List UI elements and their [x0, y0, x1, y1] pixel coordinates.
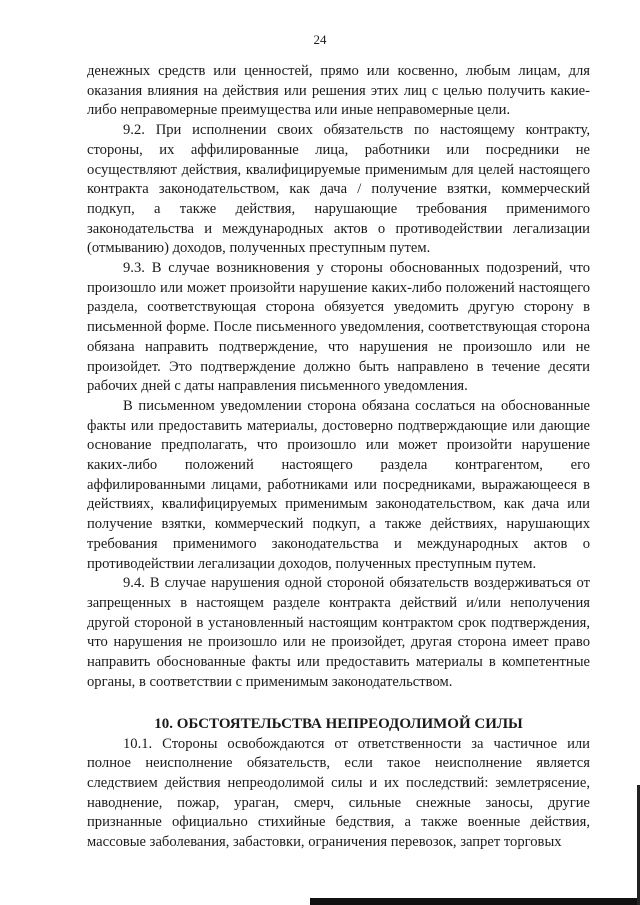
- paragraph-9-4: 9.4. В случае нарушения одной стороной обязательств воздерживаться от запрещенных в настоящем разделе контракта действий и/или неполучения другой стороной в установленный настоящим контрактом срок подтверждения, что нарушения не произошло или не произойдет, другая сторона имеет право направить обоснованные факты или предоставить материалы в компетентные органы, в соответствии с применимым законодательством.: [87, 575, 590, 690]
- page-number: 24: [313, 32, 327, 47]
- document-body: [87, 62, 590, 853]
- paragraph-9-2: 9.2. При исполнении своих обязательств по настоящему контракту, стороны, их аффилированные лица, работники или посредники не осуществляют действия, квалифицируемые применимым для целей настоящего контракта законодательством, как дача / получение взятки, коммерческий подкуп, а также действия, нарушающие требования применимого законодательства и международных актов о противодействии легализации (отмыванию) доходов, полученных преступным путем.: [87, 122, 590, 257]
- paragraph-9-1-continuation: денежных средств или ценностей, прямо или косвенно, любым лицам, для оказания влияния на действия или решения этих лиц с целью получить какие-либо неправомерные преимущества или иные неправомерные цели.: [87, 63, 590, 119]
- paragraph-9-3-notice: В письменном уведомлении сторона обязана сослаться на обоснованные факты или предоставить материалы, достоверно подтверждающие или дающие основание предполагать, что произошло или может произойти нарушение каких-либо положений настоящего раздела контрагентом, его аффилированными лицами, работниками или посредниками, выражающееся в действиях, квалифицируемых применимым законодательством, как дача или получение взятки, коммерческий подкуп, а также действиях, нарушающих требования применимого законодательства и международных актов о противодействии легализации доходов, полученных преступным путем.: [87, 397, 590, 572]
- scan-edge-shadow: [310, 898, 640, 905]
- paragraph-9-3: 9.3. В случае возникновения у стороны обоснованных подозрений, что произошло или может произойти нарушение каких-либо положений настоящего раздела, соответствующая сторона обязуется уведомить другую сторону в письменной форме. После письменного уведомления, соответствующая сторона обязана направить подтверждение, что нарушения не произошло или не произойдет. Это подтверждение должно быть направлено в течение десяти рабочих дней с даты направления письменного уведомления.: [87, 260, 590, 395]
- paragraph-10-1: 10.1. Стороны освобождаются от ответственности за частичное или полное неисполнение обязательств, если такое неисполнение является следствием действия непреодолимой силы и их последствий: землетрясение, наводнение, пожар, ураган, смерч, сильные снежные заносы, другие признанные официально стихийные бедствия, а также военные действия, массовые заболевания, забастовки, ограничения перевозок, запрет торговых: [87, 735, 590, 851]
- section-10-heading: 10. ОБСТОЯТЕЛЬСТВА НЕПРЕОДОЛИМОЙ СИЛЫ: [154, 715, 523, 732]
